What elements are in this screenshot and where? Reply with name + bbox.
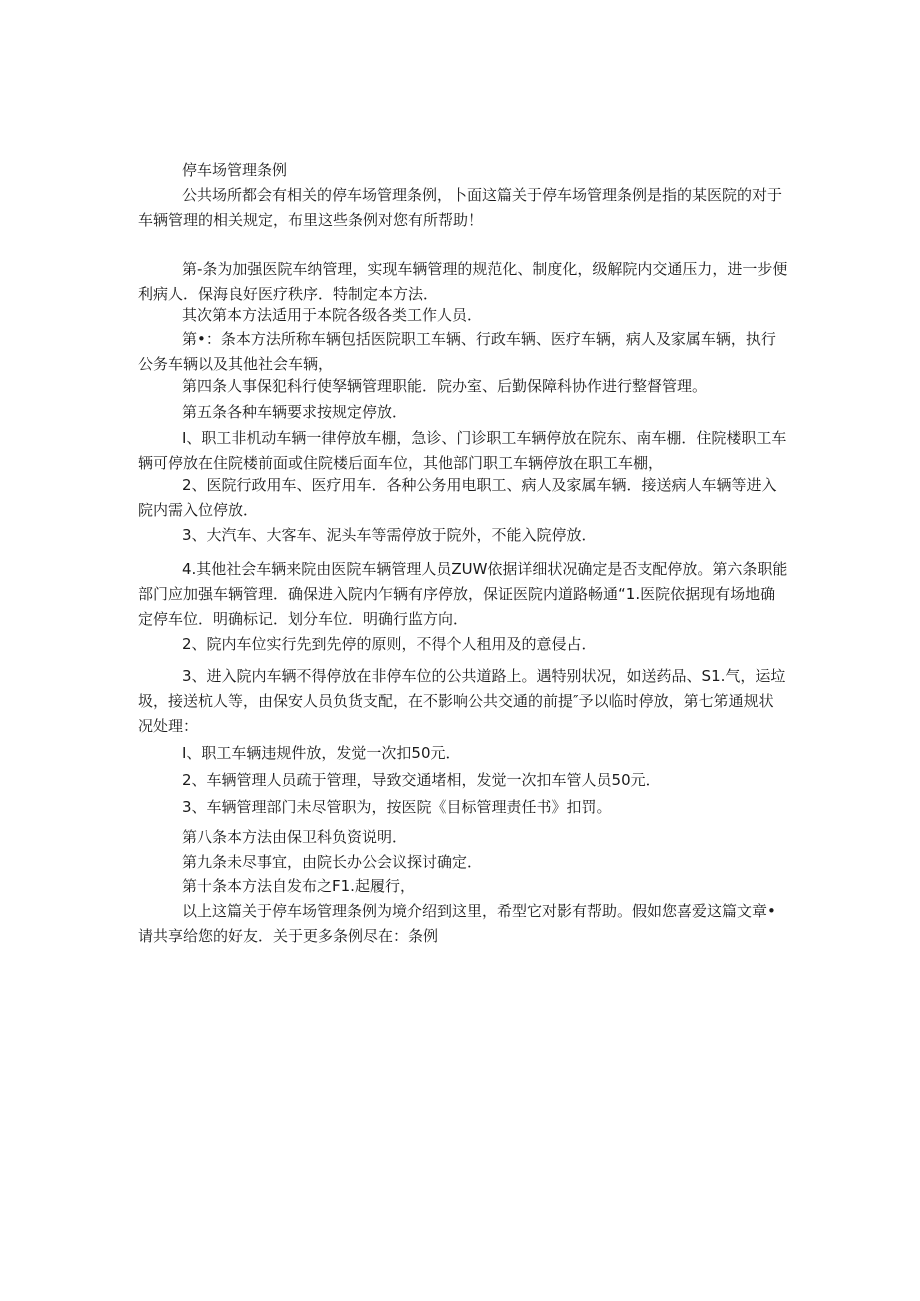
paragraph-item-6-2: 2、院内车位实行先到先停的原则，不得个人租用及的意侵占．	[182, 635, 597, 653]
paragraph-article-5: 第五条各种车辆要求按规定停放．	[182, 403, 408, 421]
paragraph-item-6-3: 3、进入院内车辆不得停放在非停车位的公共道路上。遇特别状况，如送药品、S1.气，运垃圾，接送杭人等，由保安人员负货支配，在不影响公共交通的前提″予以临时停放，第七笫通规状况处理：	[138, 667, 786, 735]
paragraph-article-8: 第八条本方法由保卫科负资说明．	[182, 828, 408, 846]
paragraph-article-3: 第•：条本方法所称车辆包括医院职工车辆、行政车辆、医疗车辆，病人及家属车辆，执行公务车辆以及其他社会车辆，	[138, 330, 776, 373]
paragraph-closing: 以上这篇关于停车场管理条例为境介绍到这里，希型它对影有帮助。假如您喜爱这篇文章•请共享给您的好友．关于更多条例尽在：条例	[138, 902, 776, 945]
paragraph-item-7-1: I、职工车辆违规件放，发觉一次扣50元．	[182, 744, 461, 762]
paragraph-article-2: 其次第本方法适用于本院各级各类工作人员．	[182, 306, 483, 324]
paragraph-article-1: 第-条为加强医院车纳管理，实现车辆管理的规范化、制度化，级解院内交通压力，进一步便利病人．保海良好医疗秩序．特制定本方法．	[138, 260, 788, 303]
paragraph-item-5-1: I、职工非机动车辆一律停放车棚，急诊、门诊职工车辆停放在院东、南车棚．住院楼职工车辆可停放在住院楼前面或住院楼后面车位，其他部门职工车辆停放在职工车棚，	[138, 429, 787, 472]
paragraph-item-5-2: 2、医院行政用车、医疗用车．各种公务用电职工、病人及家属车辆．接送病人车辆等进入院内需入位停放．	[138, 476, 777, 519]
document-title: 停车场管理条例	[182, 161, 288, 179]
paragraph-item-5-3: 3、大汽车、大客车、泥头车等需停放于院外，不能入院停放．	[182, 526, 597, 544]
paragraph-article-4: 第四条人事保犯科行使孥辆管理职能．院办室、后勤保障科协作进行整督管理。	[182, 377, 708, 395]
paragraph-intro: 公共场所都会有相关的停车场管理条例，卜面这篇关于停车场管理条例是指的某医院的对于车辆管理的相关规定，布里这些条例对您有所帮助！	[138, 186, 783, 229]
paragraph-item-7-2: 2、车辆管理人员疏于管理，导致交通堵相，发觉一次扣车管人员50元．	[182, 771, 661, 789]
paragraph-article-10: 第十条本方法自发布之F1.起履行，	[182, 877, 415, 895]
paragraph-article-9: 第九条未尽事宜，由院长办公会议探讨确定．	[182, 853, 483, 871]
paragraph-item-5-4: 4.其他社会车辆来院由医院车辆管理人员ZUW依据详细状况确定是否支配停放。第六条职能部门应加强车辆管理．确保进入院内乍辆有序停放，保证医院内道路畅通“1.医院依据现有场地确定停车位．明确标记．划分车位．明确行监方向．	[138, 560, 788, 628]
paragraph-item-7-3: 3、车辆管理部门未尽管职为，按医院《目标管理责任书》扣罚。	[182, 798, 612, 816]
